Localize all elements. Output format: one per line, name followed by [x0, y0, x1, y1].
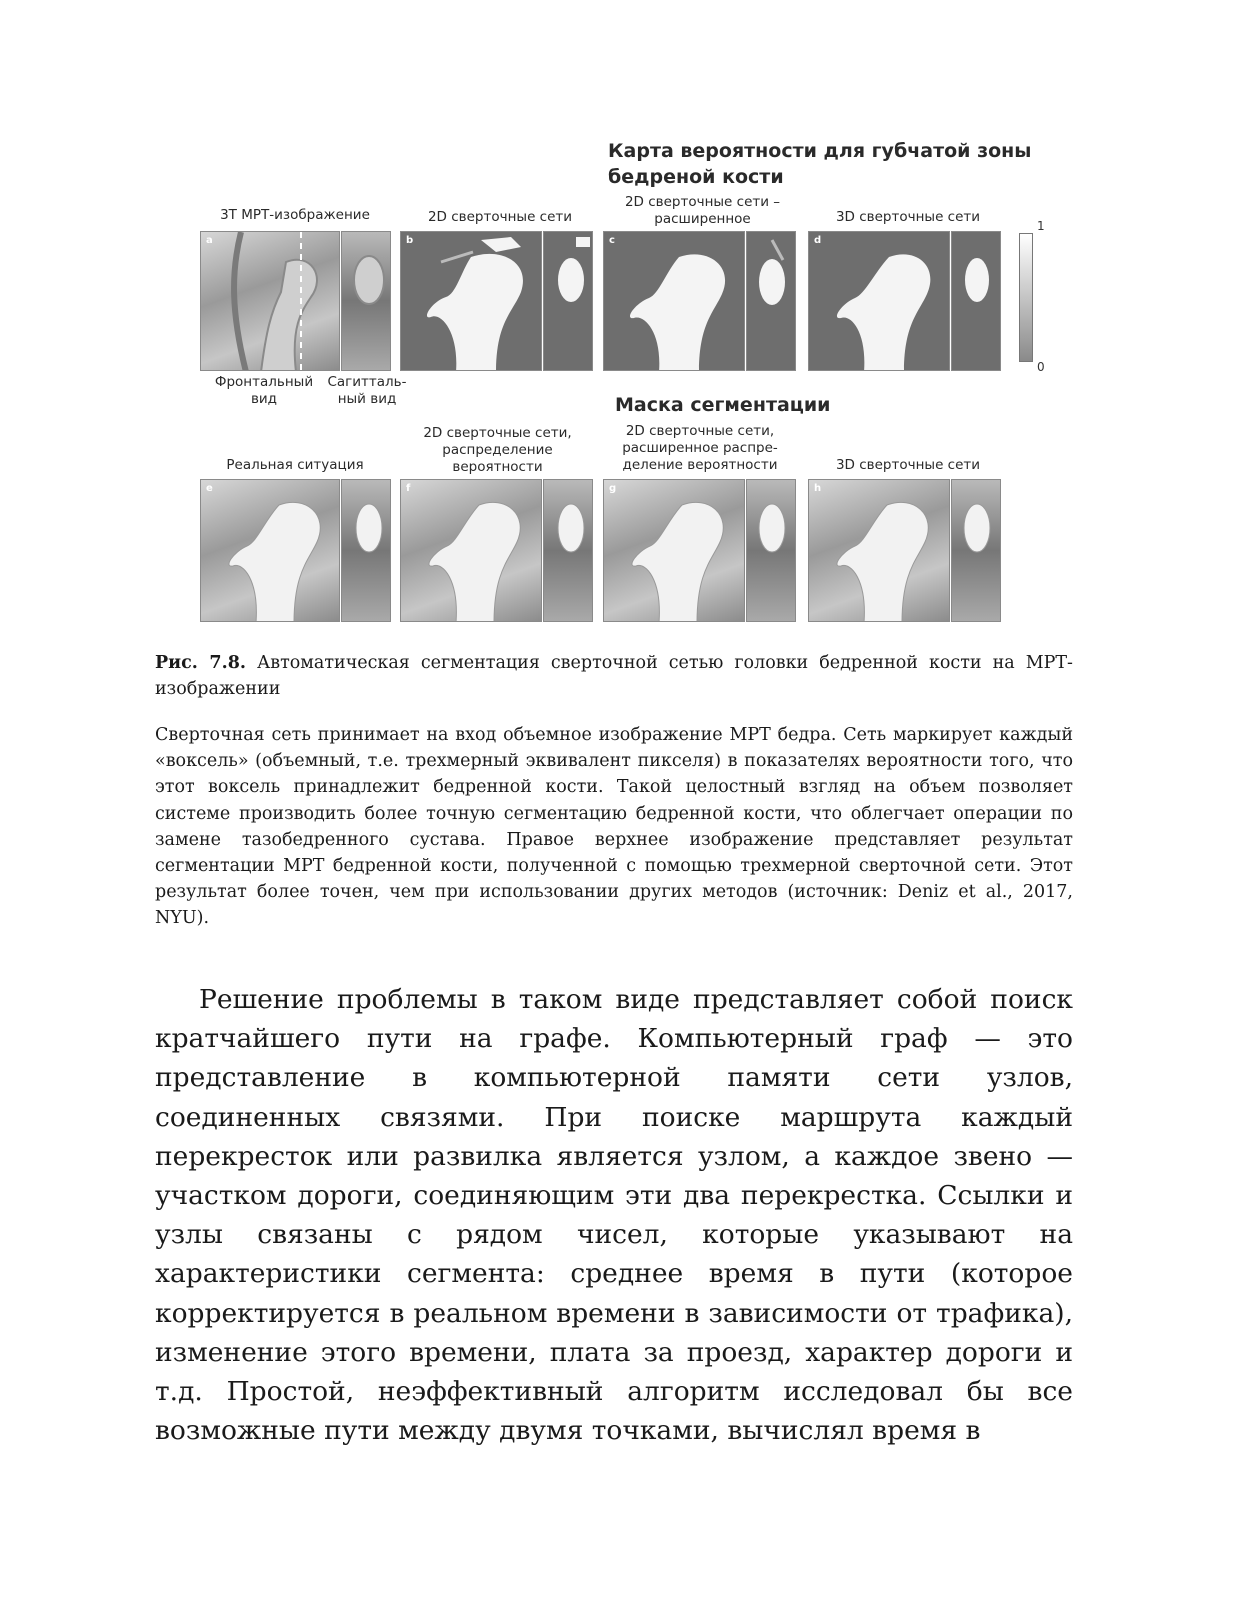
panel-a-mri-frontal	[200, 231, 340, 371]
panel-e-real-frontal	[200, 479, 340, 622]
panel-h-cnn3d-sagittal	[951, 479, 1001, 622]
label-cnn2d-probability-line2: распределение	[442, 442, 553, 458]
label-mri-text: 3Т МРТ-изображение	[220, 207, 370, 223]
colorbar-max-label: 1	[1037, 219, 1045, 233]
label-cnn2d-probability-line1: 2D сверточные сети,	[423, 425, 572, 441]
cnn2d-probability-sagittal	[544, 232, 593, 371]
panel-letter-c: c	[609, 235, 615, 246]
panel-letter-f: f	[406, 483, 411, 494]
label-cnn2d-extended-probability-line3: деление вероятности	[622, 457, 778, 473]
label-cnn2d	[400, 209, 600, 226]
panel-g-cnn2d-extended-frontal	[603, 479, 745, 622]
panel-letter-a: a	[206, 235, 213, 246]
cnn3d-mask-sagittal	[952, 480, 1001, 622]
probability-map-heading	[608, 138, 1048, 190]
label-sagittal-view	[322, 374, 412, 408]
panel-e-real-sagittal	[341, 479, 391, 622]
cnn2d-extended-probability-sagittal	[747, 232, 796, 371]
label-real-text: Реальная ситуация	[226, 457, 364, 473]
cnn2d-extended-mask-sagittal	[747, 480, 796, 622]
panel-f-cnn2d-sagittal	[543, 479, 593, 622]
figure-caption	[155, 650, 1073, 702]
label-cnn3d-text: 3D сверточные сети	[835, 209, 981, 225]
panel-letter-e: e	[206, 483, 213, 494]
panel-b-cnn2d-frontal	[400, 231, 542, 371]
probability-map-heading-line2: бедреной кости	[608, 166, 784, 188]
panel-g-cnn2d-extended-sagittal	[746, 479, 796, 622]
mri-frontal-image	[201, 232, 340, 371]
label-cnn2d-extended-probability-line1: 2D сверточные сети,	[625, 423, 775, 439]
label-frontal-view-line2: вид	[250, 391, 278, 407]
panel-c-cnn2d-extended-sagittal	[746, 231, 796, 371]
label-cnn2d-extended-probability-line2: расширенное распре-	[622, 440, 778, 456]
cnn3d-probability-sagittal	[952, 232, 1001, 371]
label-cnn2d-extended-line2: расширенное	[654, 211, 751, 227]
cnn2d-mask-frontal	[401, 480, 542, 622]
label-cnn2d-probability-line3: вероятности	[452, 459, 543, 475]
label-sagittal-view-line2: ный вид	[337, 391, 397, 407]
cnn2d-mask-sagittal	[544, 480, 593, 622]
body-paragraph: Решение проблемы в таком виде представляет собой поиск кратчайшего пути на графе. Компьютерный граф — это представление в компьютерной памяти сети узлов, соединенных связями. При поиске маршрута каждый перекресток или развилка является узлом, а каждое звено — участком дороги, соединяющим эти два перекрестка. Ссылки и узлы связаны с рядом чисел, которые указывают на характеристики сегмента: среднее время в пути (которое корректируется в реальном времени в зависимости от трафика), изменение этого времени, плата за проезд, характер дороги и т.д. Простой, неэффективный алгоритм исследовал бы все возможные пути между двумя точками, вычислял время в	[155, 984, 1073, 1447]
panel-d-cnn3d-sagittal	[951, 231, 1001, 371]
panel-letter-d: d	[814, 235, 822, 246]
segmentation-mask-heading: Маска сегментации	[615, 394, 831, 416]
panel-letter-g: g	[609, 483, 617, 494]
figure-caption-label: Рис. 7.8.	[155, 653, 246, 673]
mri-sagittal-image	[342, 232, 391, 371]
panel-h-cnn3d-frontal	[808, 479, 950, 622]
real-mask-frontal	[201, 480, 340, 622]
colorbar-min-label: 0	[1037, 360, 1045, 374]
figure-description: Сверточная сеть принимает на вход объемное изображение МРТ бедра. Сеть маркирует каждый «воксель» (объемный, т.е. трехмерный эквивалент пикселя) в показателях вероятности того, что этот воксель принадлежит бедренной кости. Такой целостный взгляд на объем позволяет системе производить более точную сегментацию бедренной кости, что облегчает операции по замене тазобедренного сустава. Правое верхнее изображение представляет результат сегментации МРТ бедренной кости, полученной с помощью трехмерной сверточной сети. Этот результат более точен, чем при использовании других методов (источник: Deniz et al., 2017, NYU).	[155, 725, 1073, 929]
cnn2d-probability-frontal	[401, 232, 542, 371]
panel-letter-h: h	[814, 483, 822, 494]
panel-c-cnn2d-extended-frontal	[603, 231, 745, 371]
label-cnn2d-extended	[600, 194, 805, 228]
panel-letter-b: b	[406, 235, 414, 246]
probability-map-heading-line1: Карта вероятности для губчатой зоны	[608, 140, 1032, 162]
figure-caption-text: Автоматическая сегментация сверточной сетью головки бедренной кости на МРТ-изображении	[155, 653, 1073, 699]
label-cnn3d	[808, 209, 1008, 226]
panel-b-cnn2d-sagittal	[543, 231, 593, 371]
label-real	[200, 457, 390, 474]
label-mri	[200, 207, 390, 224]
label-cnn3d-bottom	[808, 457, 1008, 474]
label-cnn3d-bottom-text: 3D сверточные сети	[835, 457, 981, 473]
label-cnn2d-extended-line1: 2D сверточные сети –	[624, 194, 781, 210]
cnn3d-probability-frontal	[809, 232, 950, 371]
label-cnn2d-probability	[400, 425, 595, 476]
panel-a-mri-sagittal	[341, 231, 391, 371]
label-cnn2d-text: 2D сверточные сети	[427, 209, 573, 225]
cnn3d-mask-frontal	[809, 480, 950, 622]
real-mask-sagittal	[342, 480, 391, 622]
label-cnn2d-extended-probability	[600, 423, 800, 474]
panel-d-cnn3d-frontal	[808, 231, 950, 371]
cnn2d-extended-mask-frontal	[604, 480, 745, 622]
label-sagittal-view-line1: Сагитталь-	[327, 374, 407, 390]
label-frontal-view-line1: Фронтальный	[214, 374, 314, 390]
cnn2d-extended-probability-frontal	[604, 232, 745, 371]
panel-f-cnn2d-frontal	[400, 479, 542, 622]
label-frontal-view	[204, 374, 324, 408]
probability-colorbar	[1019, 233, 1033, 362]
